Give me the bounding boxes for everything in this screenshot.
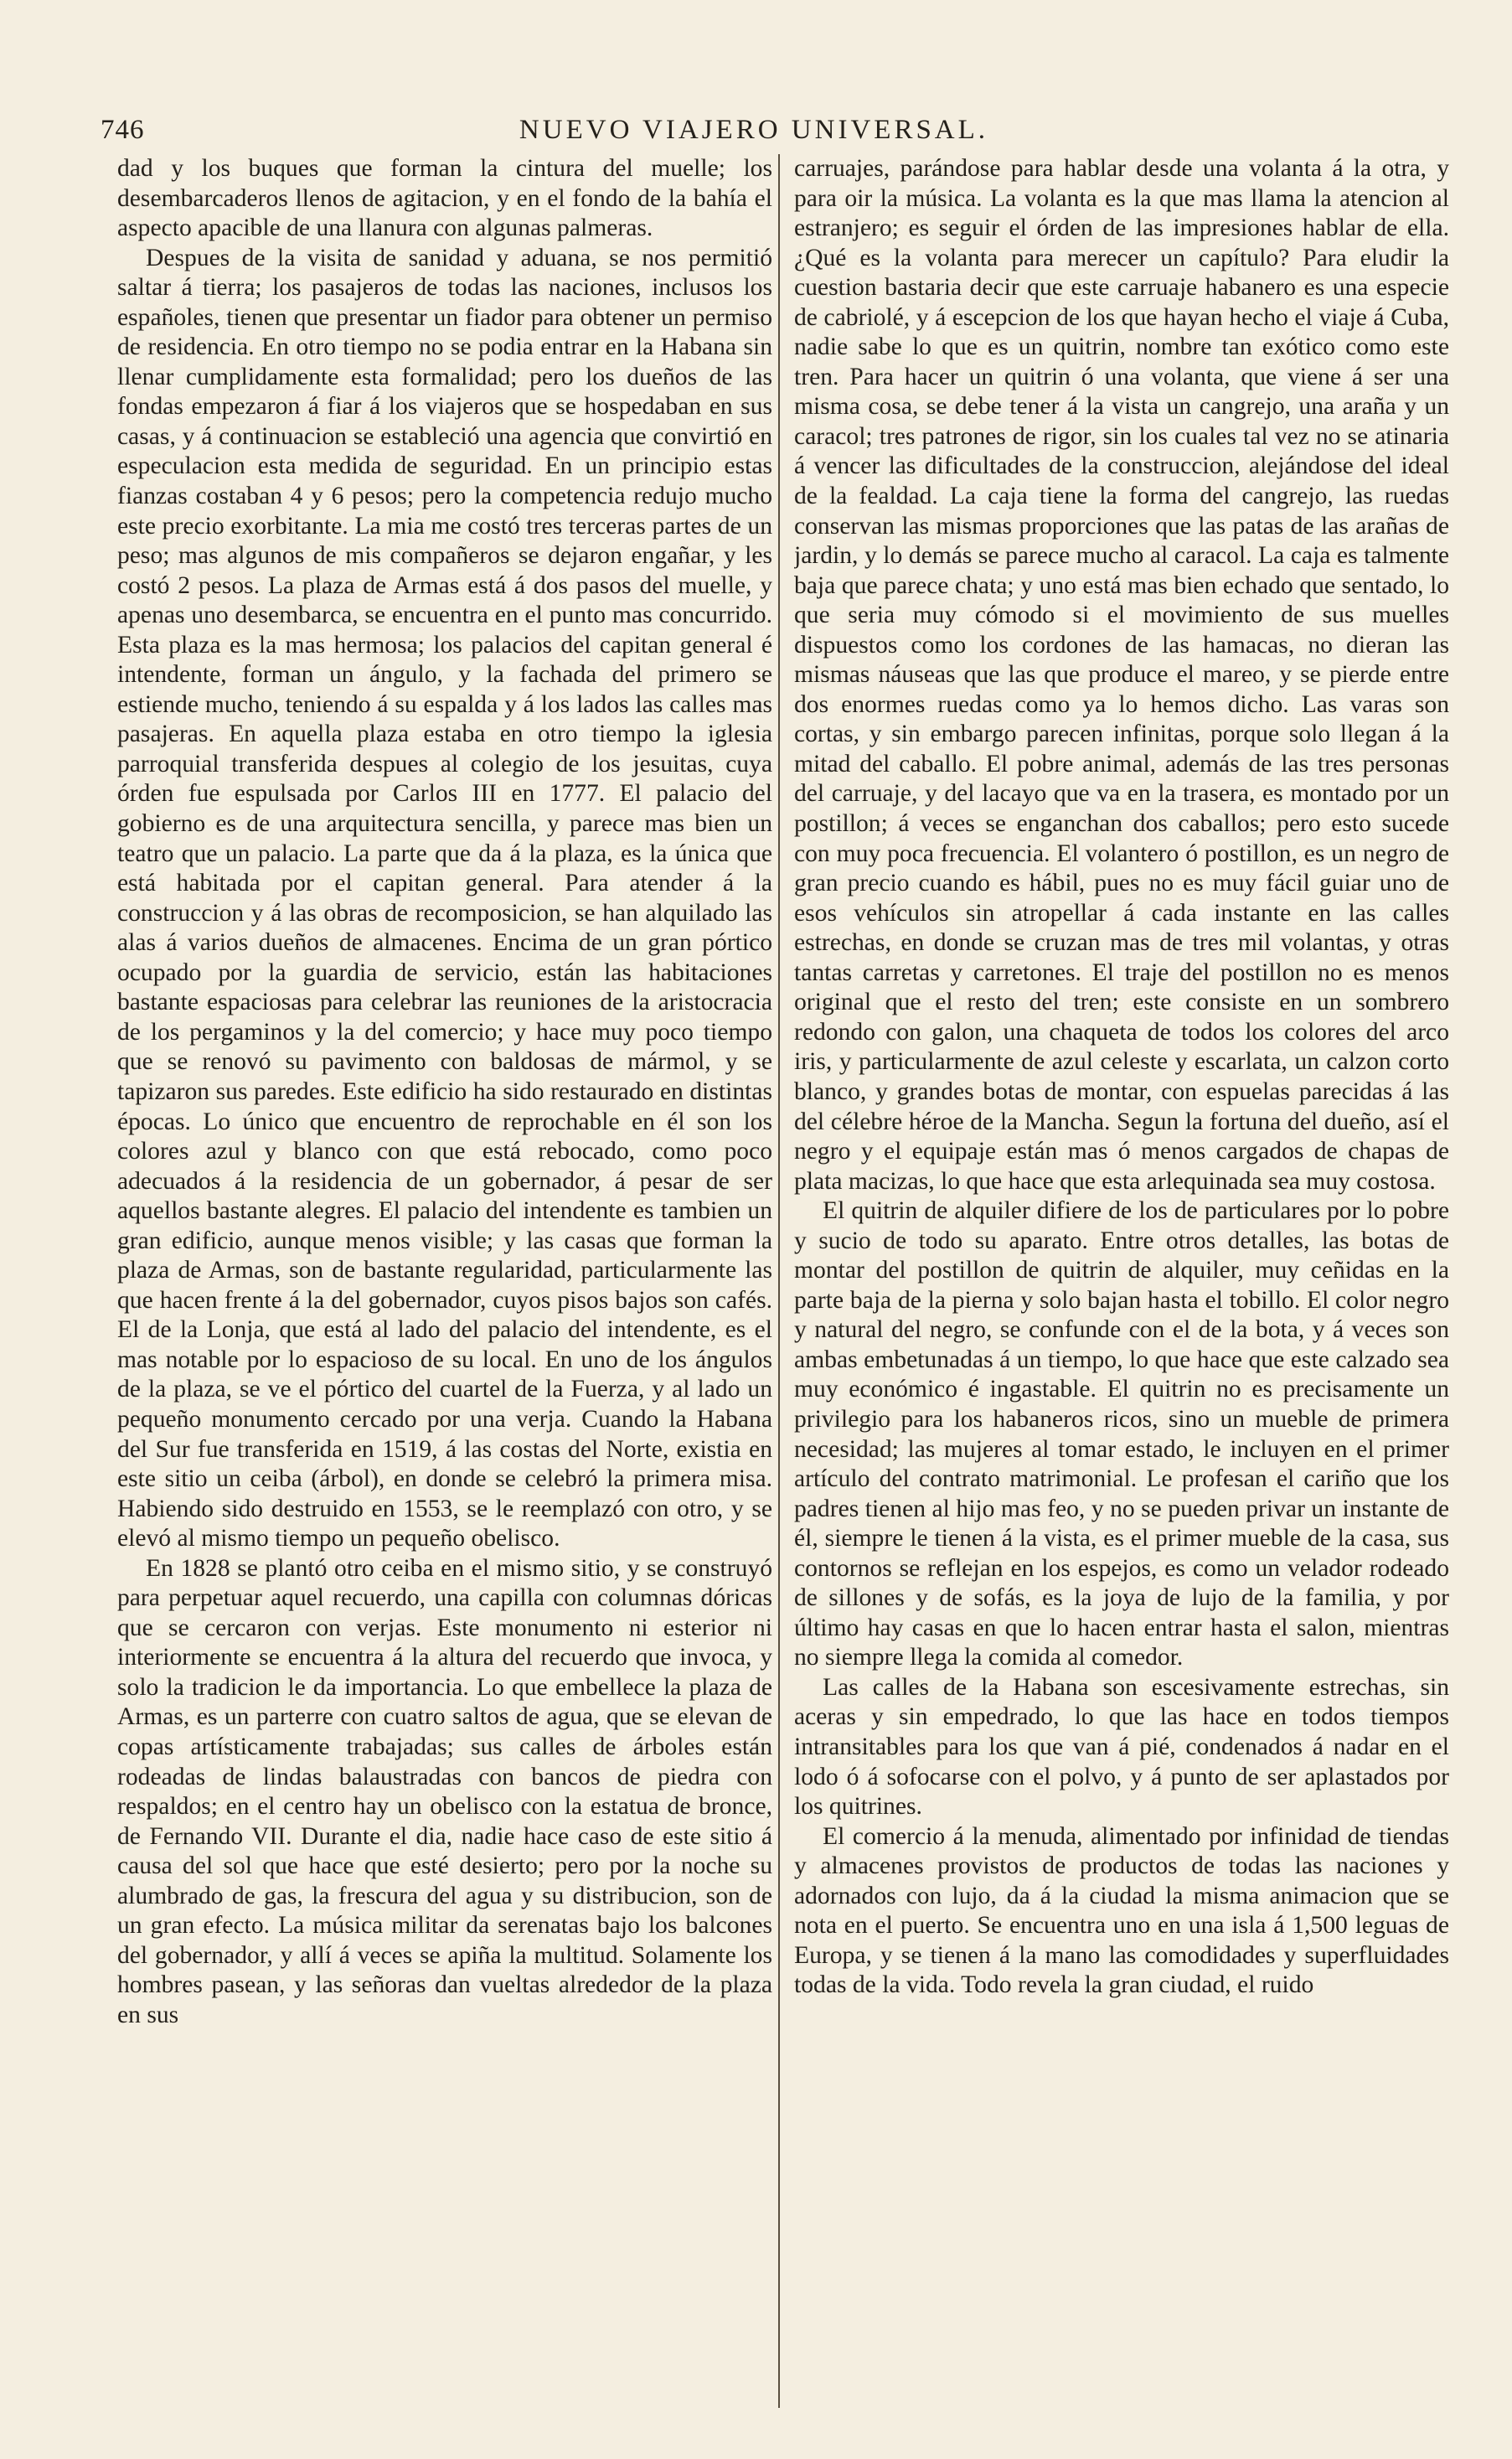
paragraph: dad y los buques que forman la cintura del muelle; los desembarcaderos llenos de agitacion, y en el fondo de la bahía el aspecto apacible de una llanura con algunas palmeras. xyxy=(117,155,772,242)
page-header xyxy=(101,107,1407,146)
left-column xyxy=(117,154,772,2416)
paragraph: El comercio á la menuda, alimentado por infinidad de tiendas y almacenes provistos de productos de todas las naciones y adornados con lujo, da á la ciudad la misma animacion que se nota en el puerto. Se encuentra uno en una isla á 1,500 leguas de Europa, y se tienen á la mano las comodidades y superfluidades todas de la vida. Todo revela la gran ciudad, el ruido xyxy=(794,1822,1449,1999)
paragraph: carruajes, parándose para hablar desde una volanta á la otra, y para oir la música. La volanta es la que mas llama la atencion al estranjero; es seguir el órden de las impresiones hablar de ella. ¿Qué es la volanta para merecer un capítulo? Para eludir la cuestion bastaria decir que este carruaje habanero es una especie de cabriolé, y á escepcion de los que hayan hecho el viaje á Cuba, nadie sabe lo que es un quitrin, nombre tan exótico como este tren. Para hacer un quitrin ó una volanta, que viene á ser una misma cosa, se debe tener á la vista un cangrejo, una araña y un caracol; tres patrones de rigor, sin los cuales tal vez no se atinaria á vencer las dificultades de la construccion, alejándose del ideal de la fealdad. La caja tiene la forma del cangrejo, las ruedas conservan las mismas proporciones que las patas de las arañas de jardin, y lo demás se parece mucho al caracol. La caja es talmente baja que parece chata; y uno está mas bien echado que sentado, lo que seria muy cómodo si el movimiento de sus muelles dispuestos como los cordones de las hamacas, no dieran las mismas náuseas que las que produce el mareo, y se pierde entre dos enormes ruedas como ya lo hemos dicho. Las varas son cortas, y sin embargo parecen infinitas, porque solo llegan á la mitad del caballo. El pobre animal, además de las tres personas del carruaje, y del lacayo que va en la trasera, es montado por un postillon; á veces se enganchan dos caballos; pero esto sucede con muy poca frecuencia. El volantero ó postillon, es un negro de gran precio cuando es hábil, pues no es muy fácil guiar uno de esos vehículos sin atropellar á cada instante en las calles estrechas, en donde se cruzan mas de tres mil volantas, y otras tantas carretas y carretones. El traje del postillon no es menos original que el resto del tren; este consiste en un sombrero redondo con galon, una chaqueta de todos los colores del arco iris, y particularmente de azul celeste y escarlata, un calzon corto blanco, y grandes botas de montar, con espuelas parecidas á las del célebre héroe de la Mancha. Segun la fortuna del dueño, así el negro y el equipaje están mas ó menos cargados de chapas de plata macizas, lo que hace que esta arlequinada sea muy costosa. xyxy=(794,155,1449,1195)
right-column xyxy=(794,154,1449,2416)
column-divider xyxy=(778,154,780,2408)
paragraph: Despues de la visita de sanidad y aduana, se nos permitió saltar á tierra; los pasajeros de todas las naciones, inclusos los españoles, tienen que presentar un fiador para obtener un permiso de residencia. En otro tiempo no se podia entrar en la Habana sin llenar cumplidamente esta formalidad; pero los dueños de las fondas empezaron á fiar á los viajeros que se hospedaban en sus casas, y á continuacion se estableció una agencia que convirtió en especulacion esta medida de seguridad. En un principio estas fianzas costaban 4 y 6 pesos; pero la competencia redujo mucho este precio exorbitante. La mia me costó tres terceras partes de un peso; mas algunos de mis compañeros se dejaron engañar, y les costó 2 pesos. La plaza de Armas está á dos pasos del muelle, y apenas uno desembarca, se encuentra en el punto mas concurrido. Esta plaza es la mas hermosa; los palacios del capitan general é intendente, forman un ángulo, y la fachada del primero se estiende mucho, teniendo á su espalda y á los lados las calles mas pasajeras. En aquella plaza estaba en otro tiempo la iglesia parroquial transferida despues al colegio de los jesuitas, cuya órden fue espulsada por Carlos III en 1777. El palacio del gobierno es de una arquitectura sencilla, y parece mas bien un teatro que un palacio. La parte que da á la plaza, es la única que está habitada por el capitan general. Para atender á la construccion y á las obras de recomposicion, se han alquilado las alas á varios dueños de almacenes. Encima de un gran pórtico ocupado por la guardia de servicio, están las habitaciones bastante espaciosas para celebrar las reuniones de la aristocracia de los pergaminos y la del comercio; y hace muy poco tiempo que se renovó su pavimento con baldosas de mármol, y se tapizaron sus paredes. Este edificio ha sido restaurado en distintas épocas. Lo único que encuentro de reprochable en él son los colores azul y blanco con que está rebocado, como poco adecuados á la residencia de un gobernador, á pesar de ser aquellos bastante alegres. El palacio del intendente es tambien un gran edificio, aunque menos visible; y las casas que forman la plaza de Armas, son de bastante regularidad, particularmente las que hacen frente á la del gobernador, cuyos pisos bajos son cafés. El de la Lonja, que está al lado del palacio del intendente, es el mas notable por lo espacioso de su local. En uno de los ángulos de la plaza, se ve el pórtico del cuartel de la Fuerza, y al lado un pequeño monumento cercado por una verja. Cuando la Habana del Sur fue transferida en 1519, á las costas del Norte, existia en este sitio un ceiba (árbol), en donde se celebró la primera misa. Habiendo sido destruido en 1553, se le reemplazó con otro, y se elevó al mismo tiempo un pequeño obelisco. xyxy=(117,244,772,1552)
paragraph: Las calles de la Habana son escesivamente estrechas, sin aceras y sin empedrado, lo que las hace en todos tiempos intransitables para los que van á pié, condenados á nadar en el lodo ó á sofocarse con el polvo, y á punto de ser aplastados por los quitrines. xyxy=(794,1673,1449,1821)
paragraph: En 1828 se plantó otro ceiba en el mismo sitio, y se construyó para perpetuar aquel recuerdo, una capilla con columnas dóricas que se cercaron con verjas. Este monumento ni esterior ni interiormente se encuentra á la altura del recuerdo que invoca, y solo la tradicion le da importancia. Lo que embellece la plaza de Armas, es un parterre con cuatro saltos de agua, que se elevan de copas artísticamente trabajadas; sus calles de árboles están rodeadas de lindas balaustradas con bancos de piedra con respaldos; en el centro hay un obelisco con la estatua de bronce, de Fernando VII. Durante el dia, nadie hace caso de este sitio á causa del sol que hace que esté desierto; pero por la noche su alumbrado de gas, la frescura del agua y su distribucion, son de un gran efecto. La música militar da serenatas bajo los balcones del gobernador, y allí á veces se apiña la multitud. Solamente los hombres pasean, y las señoras dan vueltas alrededor de la plaza en sus xyxy=(117,1554,772,2028)
page-number: 746 xyxy=(101,115,145,145)
running-title: NUEVO VIAJERO UNIVERSAL. xyxy=(519,115,989,145)
paragraph: El quitrin de alquiler difiere de los de particulares por lo pobre y sucio de todo su aparato. Entre otros detalles, las botas de montar del postillon de quitrin de alquiler, muy ceñidas en la parte baja de la pierna y solo bajan hasta el tobillo. El color negro y natural del negro, se confunde con el de la bota, y á veces son ambas embetunadas á un tiempo, lo que hace que este calzado sea muy económico é ingastable. El quitrin no es precisamente un privilegio para los habaneros ricos, sino un mueble de primera necesidad; las mujeres al tomar estado, le incluyen en el primer artículo del contrato matrimonial. Le profesan el cariño que los padres tienen al hijo mas feo, y no se pueden privar un instante de él, siempre le tienen á la vista, es el primer mueble de la casa, sus contornos se reflejan en los espejos, es como un velador rodeado de sillones y de sofás, es la joya de lujo de la familia, y por último hay casas en que lo hacen entrar hasta el salon, mientras no siempre llega la comida al comedor. xyxy=(794,1197,1449,1671)
